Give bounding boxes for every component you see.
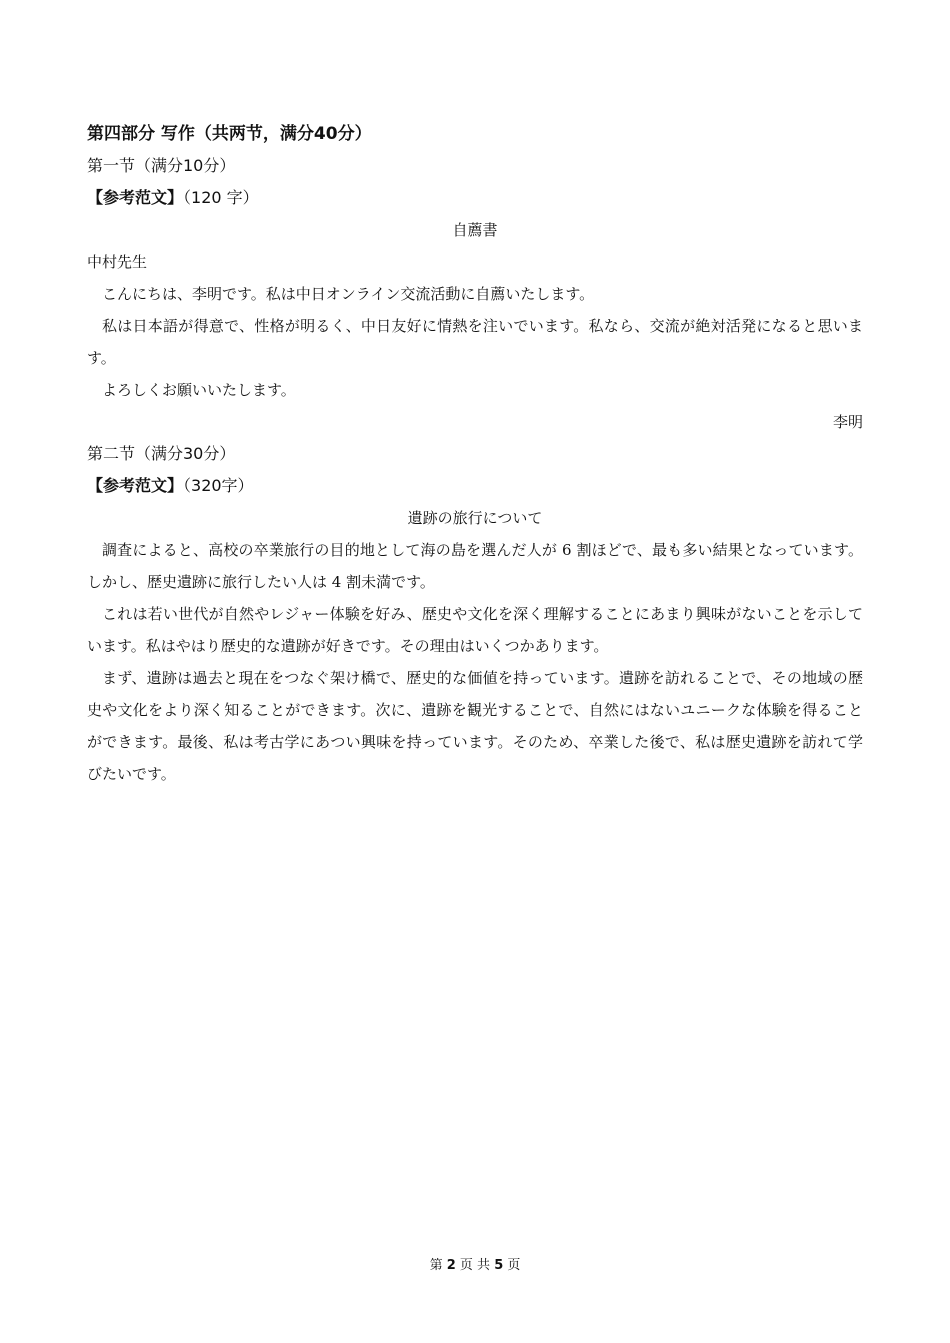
letter-salutation: 中村先生 xyxy=(87,253,148,271)
part-title: 第四部分 写作（共两节，满分40分） xyxy=(87,124,372,144)
section2-sample-label: 【参考范文】 xyxy=(87,476,184,495)
letter-signature: 李明 xyxy=(832,413,863,431)
footer-middle: 页 共 xyxy=(459,1258,491,1273)
letter-paragraph: 私は日本語が得意で、性格が明るく、中日友好に情熱を注いでいます。私なら、交流が絶対活発になると思います。 xyxy=(87,317,863,367)
footer-suffix: 页 xyxy=(507,1258,521,1273)
section2-sample-count: （320字） xyxy=(183,476,254,495)
section1-sample-count: （120 字） xyxy=(183,188,259,207)
footer-prefix: 第 xyxy=(429,1258,443,1273)
letter-paragraph: こんにちは、李明です。私は中日オンライン交流活動に自薦いたします。 xyxy=(102,285,595,303)
section1-heading: 第一节（满分10分） xyxy=(87,156,236,175)
section1-sample-line xyxy=(87,182,863,214)
section2-sample-line xyxy=(87,470,863,502)
section1-sample-label: 【参考范文】 xyxy=(87,188,184,207)
essay-paragraph: 調査によると、高校の卒業旅行の目的地として海の島を選んだ人が 6 割ほどで、最も多い結果となっています。しかし、歴史遺跡に旅行したい人は 4 割未満です。 xyxy=(87,541,863,591)
essay-paragraph: これは若い世代が自然やレジャー体験を好み、歴史や文化を深く理解することにあまり興味がないことを示しています。私はやはり歴史的な遺跡が好きです。その理由はいくつかあります。 xyxy=(87,605,863,655)
page-content xyxy=(87,118,863,790)
section2-heading: 第二节（满分30分） xyxy=(87,444,236,463)
footer-total-pages: 5 xyxy=(494,1258,504,1273)
essay-paragraph: まず、遺跡は過去と現在をつなぐ架け橋で、歴史的な価値を持っています。遺跡を訪れることで、その地域の歴史や文化をより深く知ることができます。次に、遺跡を観光することで、自然にはないユニークな体験を得ることができます。最後、私は考古学にあつい興味を持っています。そのため、卒業した後で、私は歴史遺跡を訪れて学びたいです。 xyxy=(87,669,863,783)
letter-title: 自薦書 xyxy=(452,221,498,239)
essay-title: 遺跡の旅行について xyxy=(407,509,543,527)
page-footer xyxy=(0,1254,950,1273)
footer-page-number: 2 xyxy=(446,1258,456,1273)
letter-paragraph: よろしくお願いいたします。 xyxy=(102,381,296,399)
